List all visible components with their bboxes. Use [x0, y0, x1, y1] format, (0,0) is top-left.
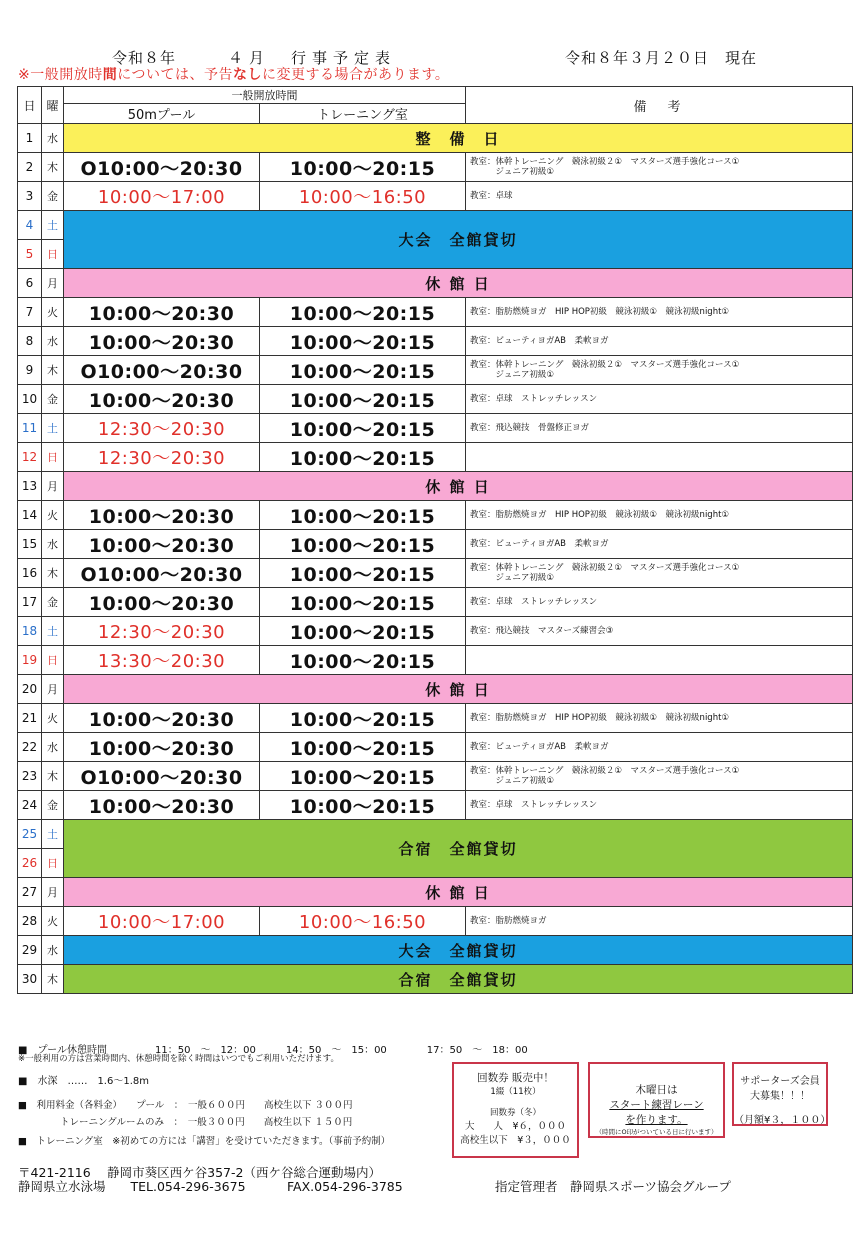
- pool-hours: 10:00～20:30: [64, 385, 260, 414]
- pool-hours: 12:30～20:30: [64, 443, 260, 472]
- schedule-table: [17, 86, 853, 994]
- day-number: 3: [18, 182, 42, 211]
- schedule-row: [18, 936, 853, 965]
- training-hours: 10:00～20:15: [260, 153, 466, 182]
- schedule-row: [18, 472, 853, 501]
- header-training: トレーニング室: [260, 104, 466, 124]
- pool-hours: 10:00～20:30: [64, 588, 260, 617]
- day-of-week: 木: [42, 559, 64, 588]
- pool-break-times: 11：50 ～ 12：00 14：50 ～ 15：00 17：50 ～ 18：00: [155, 1045, 528, 1056]
- training-hours: 10:00～20:15: [260, 559, 466, 588]
- day-number: 23: [18, 762, 42, 791]
- remarks-cell: 教室：体幹トレーニング 競泳初級２① マスターズ選手強化コース① ジュニア初級①: [466, 559, 853, 588]
- day-of-week: 土: [42, 414, 64, 443]
- day-of-week: 月: [42, 472, 64, 501]
- remarks-cell: 教室：体幹トレーニング 競泳初級２① マスターズ選手強化コース① ジュニア初級①: [466, 153, 853, 182]
- header-dow: 曜: [42, 87, 64, 124]
- pool-hours: O10:00～20:30: [64, 762, 260, 791]
- training-hours: 10:00～20:15: [260, 414, 466, 443]
- day-number: 15: [18, 530, 42, 559]
- day-number: 25: [18, 820, 42, 849]
- day-number: 30: [18, 965, 42, 994]
- schedule-row: [18, 733, 853, 762]
- schedule-row: [18, 820, 853, 849]
- schedule-row: [18, 791, 853, 820]
- day-of-week: 金: [42, 588, 64, 617]
- day-of-week: 水: [42, 327, 64, 356]
- day-of-week: 月: [42, 269, 64, 298]
- day-of-week: 火: [42, 298, 64, 327]
- remarks-cell: 教室：脂肪燃焼ヨガ HIP HOP初級 競泳初級① 競泳初級night①: [466, 704, 853, 733]
- day-of-week: 水: [42, 936, 64, 965]
- training-hours: 10:00～20:15: [260, 298, 466, 327]
- training-hours: 10:00～20:15: [260, 617, 466, 646]
- schedule-notice: ※一般開放時間については、予告なしに変更する場合があります。: [18, 67, 450, 83]
- training-hours: 10:00～20:15: [260, 588, 466, 617]
- schedule-row: [18, 762, 853, 791]
- day-of-week: 水: [42, 733, 64, 762]
- training-hours: 10:00～20:15: [260, 791, 466, 820]
- closure-band: 合宿 全館貸切: [64, 965, 853, 994]
- day-number: 5: [18, 240, 42, 269]
- remarks-cell: [466, 443, 853, 472]
- day-of-week: 火: [42, 704, 64, 733]
- pool-hours: 10:00～20:30: [64, 327, 260, 356]
- closure-band: 休 館 日: [64, 472, 853, 501]
- pool-hours: 10:00～20:30: [64, 704, 260, 733]
- schedule-row: [18, 269, 853, 298]
- day-of-week: 日: [42, 240, 64, 269]
- day-number: 28: [18, 907, 42, 936]
- training-hours: 10:00～20:15: [260, 385, 466, 414]
- day-of-week: 金: [42, 182, 64, 211]
- schedule-row: [18, 414, 853, 443]
- fee-pool: ■ 利用料金（各料金） プール ： 一般６００円 高校生以下 ３００円: [18, 1100, 353, 1111]
- training-hours: 10:00～20:15: [260, 646, 466, 675]
- training-hours: 10:00～16:50: [260, 907, 466, 936]
- day-of-week: 土: [42, 617, 64, 646]
- remarks-cell: 教室：脂肪燃焼ヨガ HIP HOP初級 競泳初級① 競泳初級night①: [466, 298, 853, 327]
- day-number: 10: [18, 385, 42, 414]
- day-of-week: 木: [42, 762, 64, 791]
- pool-hours: O10:00～20:30: [64, 356, 260, 385]
- remarks-cell: 教室：卓球 ストレッチレッスン: [466, 791, 853, 820]
- training-note: ■ トレーニング室 ※初めての方には「講習」を受けていただきます。（事前予約制）: [18, 1136, 391, 1147]
- address: 〒421-2116 静岡市葵区西ケ谷357-2（西ケ谷総合運動場内）: [18, 1165, 381, 1180]
- schedule-row: [18, 617, 853, 646]
- day-number: 24: [18, 791, 42, 820]
- schedule-row: [18, 907, 853, 936]
- pool-break-label: ■ プール休憩時間: [18, 1045, 107, 1056]
- page-title: ４月 行事予定表: [228, 49, 397, 67]
- training-hours: 10:00～20:15: [260, 501, 466, 530]
- schedule-row: [18, 153, 853, 182]
- day-of-week: 水: [42, 124, 64, 153]
- day-number: 13: [18, 472, 42, 501]
- schedule-row: [18, 559, 853, 588]
- training-hours: 10:00～20:15: [260, 704, 466, 733]
- remarks-cell: 教室：卓球: [466, 182, 853, 211]
- day-of-week: 土: [42, 211, 64, 240]
- day-number: 19: [18, 646, 42, 675]
- schedule-row: [18, 646, 853, 675]
- pool-hours: 10:00～20:30: [64, 298, 260, 327]
- day-number: 16: [18, 559, 42, 588]
- day-number: 12: [18, 443, 42, 472]
- pool-hours: 12:30～20:30: [64, 414, 260, 443]
- fee-training: トレーニングルームのみ ： 一般３００円 高校生以下 １５０円: [60, 1117, 353, 1128]
- closure-band: 休 館 日: [64, 878, 853, 907]
- day-of-week: 土: [42, 820, 64, 849]
- schedule-row: [18, 965, 853, 994]
- schedule-row: [18, 182, 853, 211]
- schedule-row: [18, 675, 853, 704]
- schedule-row: [18, 298, 853, 327]
- closure-band: 大会 全館貸切: [64, 211, 853, 269]
- remarks-cell: 教室：卓球 ストレッチレッスン: [466, 588, 853, 617]
- training-hours: 10:00～16:50: [260, 182, 466, 211]
- start-lane-box: 木曜日は スタート練習レーン を作ります。 （時間にO印がついている日に行います）: [588, 1062, 725, 1138]
- day-number: 1: [18, 124, 42, 153]
- remarks-cell: 教室：ビューティヨガAB 柔軟ヨガ: [466, 530, 853, 559]
- training-hours: 10:00～20:15: [260, 327, 466, 356]
- day-of-week: 木: [42, 356, 64, 385]
- day-of-week: 月: [42, 878, 64, 907]
- day-of-week: 木: [42, 153, 64, 182]
- supporters-box: サポーターズ会員 大募集！！！ （月額¥３，１００）: [732, 1062, 828, 1126]
- as-of-date: 令和８年３月２０日 現在: [565, 49, 758, 67]
- schedule-row: [18, 530, 853, 559]
- closure-band: 合宿 全館貸切: [64, 820, 853, 878]
- pool-hours: 13:30～20:30: [64, 646, 260, 675]
- day-number: 7: [18, 298, 42, 327]
- day-number: 4: [18, 211, 42, 240]
- training-hours: 10:00～20:15: [260, 762, 466, 791]
- schedule-row: [18, 588, 853, 617]
- day-of-week: 日: [42, 646, 64, 675]
- remarks-cell: 教室：体幹トレーニング 競泳初級２① マスターズ選手強化コース① ジュニア初級①: [466, 356, 853, 385]
- day-number: 29: [18, 936, 42, 965]
- day-of-week: 水: [42, 530, 64, 559]
- schedule-row: [18, 501, 853, 530]
- closure-band: 休 館 日: [64, 269, 853, 298]
- day-of-week: 月: [42, 675, 64, 704]
- day-of-week: 金: [42, 791, 64, 820]
- pool-hours: O10:00～20:30: [64, 153, 260, 182]
- day-number: 2: [18, 153, 42, 182]
- day-of-week: 日: [42, 849, 64, 878]
- pool-hours: 10:00～17:00: [64, 182, 260, 211]
- day-number: 14: [18, 501, 42, 530]
- remarks-cell: [466, 646, 853, 675]
- schedule-row: [18, 704, 853, 733]
- day-number: 6: [18, 269, 42, 298]
- remarks-cell: 教室：ビューティヨガAB 柔軟ヨガ: [466, 327, 853, 356]
- pool-hours: 10:00～20:30: [64, 791, 260, 820]
- day-number: 22: [18, 733, 42, 762]
- remarks-cell: 教室：ビューティヨガAB 柔軟ヨガ: [466, 733, 853, 762]
- training-hours: 10:00～20:15: [260, 530, 466, 559]
- remarks-cell: 教室：飛込競技 骨盤修正ヨガ: [466, 414, 853, 443]
- schedule-row: [18, 211, 853, 240]
- pool-hours: O10:00～20:30: [64, 559, 260, 588]
- day-number: 20: [18, 675, 42, 704]
- facility-contact: 静岡県立水泳場 TEL.054-296-3675 FAX.054-296-3785: [18, 1179, 403, 1194]
- schedule-row: [18, 385, 853, 414]
- closure-band: 休 館 日: [64, 675, 853, 704]
- training-hours: 10:00～20:15: [260, 733, 466, 762]
- coupon-box: 回数券 販売中！ 1綴（11枚） 回数券（冬） 大 人 ¥６，０００ 高校生以下 ¥３，０００: [452, 1062, 579, 1158]
- day-number: 18: [18, 617, 42, 646]
- remarks-cell: 教室：脂肪燃焼ヨガ: [466, 907, 853, 936]
- day-of-week: 木: [42, 965, 64, 994]
- remarks-cell: 教室：飛込競技 マスターズ練習会③: [466, 617, 853, 646]
- day-of-week: 日: [42, 443, 64, 472]
- pool-hours: 12:30～20:30: [64, 617, 260, 646]
- day-number: 26: [18, 849, 42, 878]
- header-day: 日: [18, 87, 42, 124]
- schedule-row: [18, 327, 853, 356]
- training-hours: 10:00～20:15: [260, 443, 466, 472]
- header-pool: 50mプール: [64, 104, 260, 124]
- remarks-cell: 教室：脂肪燃焼ヨガ HIP HOP初級 競泳初級① 競泳初級night①: [466, 501, 853, 530]
- pool-hours: 10:00～20:30: [64, 733, 260, 762]
- day-number: 11: [18, 414, 42, 443]
- day-number: 9: [18, 356, 42, 385]
- era-label: 令和８年: [112, 49, 177, 67]
- closure-band: 大会 全館貸切: [64, 936, 853, 965]
- schedule-row: [18, 356, 853, 385]
- header-open-hours: 一般開放時間: [64, 87, 466, 104]
- day-of-week: 金: [42, 385, 64, 414]
- water-depth: ■ 水深 …… 1.6～1.8m: [18, 1076, 149, 1087]
- pool-hours: 10:00～20:30: [64, 530, 260, 559]
- pool-hours: 10:00～20:30: [64, 501, 260, 530]
- closure-band: 整 備 日: [64, 124, 853, 153]
- day-number: 8: [18, 327, 42, 356]
- schedule-row: [18, 443, 853, 472]
- training-hours: 10:00～20:15: [260, 356, 466, 385]
- header-remarks: 備 考: [466, 87, 853, 124]
- manager: 指定管理者 静岡県スポーツ協会グループ: [495, 1179, 732, 1194]
- remarks-cell: 教室：卓球 ストレッチレッスン: [466, 385, 853, 414]
- schedule-row: [18, 878, 853, 907]
- pool-break-note: ※一般利用の方は営業時間内、休憩時間を除く時間はいつでもご利用いただけます。: [18, 1054, 339, 1064]
- remarks-cell: 教室：体幹トレーニング 競泳初級２① マスターズ選手強化コース① ジュニア初級①: [466, 762, 853, 791]
- day-of-week: 火: [42, 501, 64, 530]
- pool-hours: 10:00～17:00: [64, 907, 260, 936]
- day-of-week: 火: [42, 907, 64, 936]
- day-number: 21: [18, 704, 42, 733]
- schedule-row: [18, 124, 853, 153]
- day-number: 27: [18, 878, 42, 907]
- day-number: 17: [18, 588, 42, 617]
